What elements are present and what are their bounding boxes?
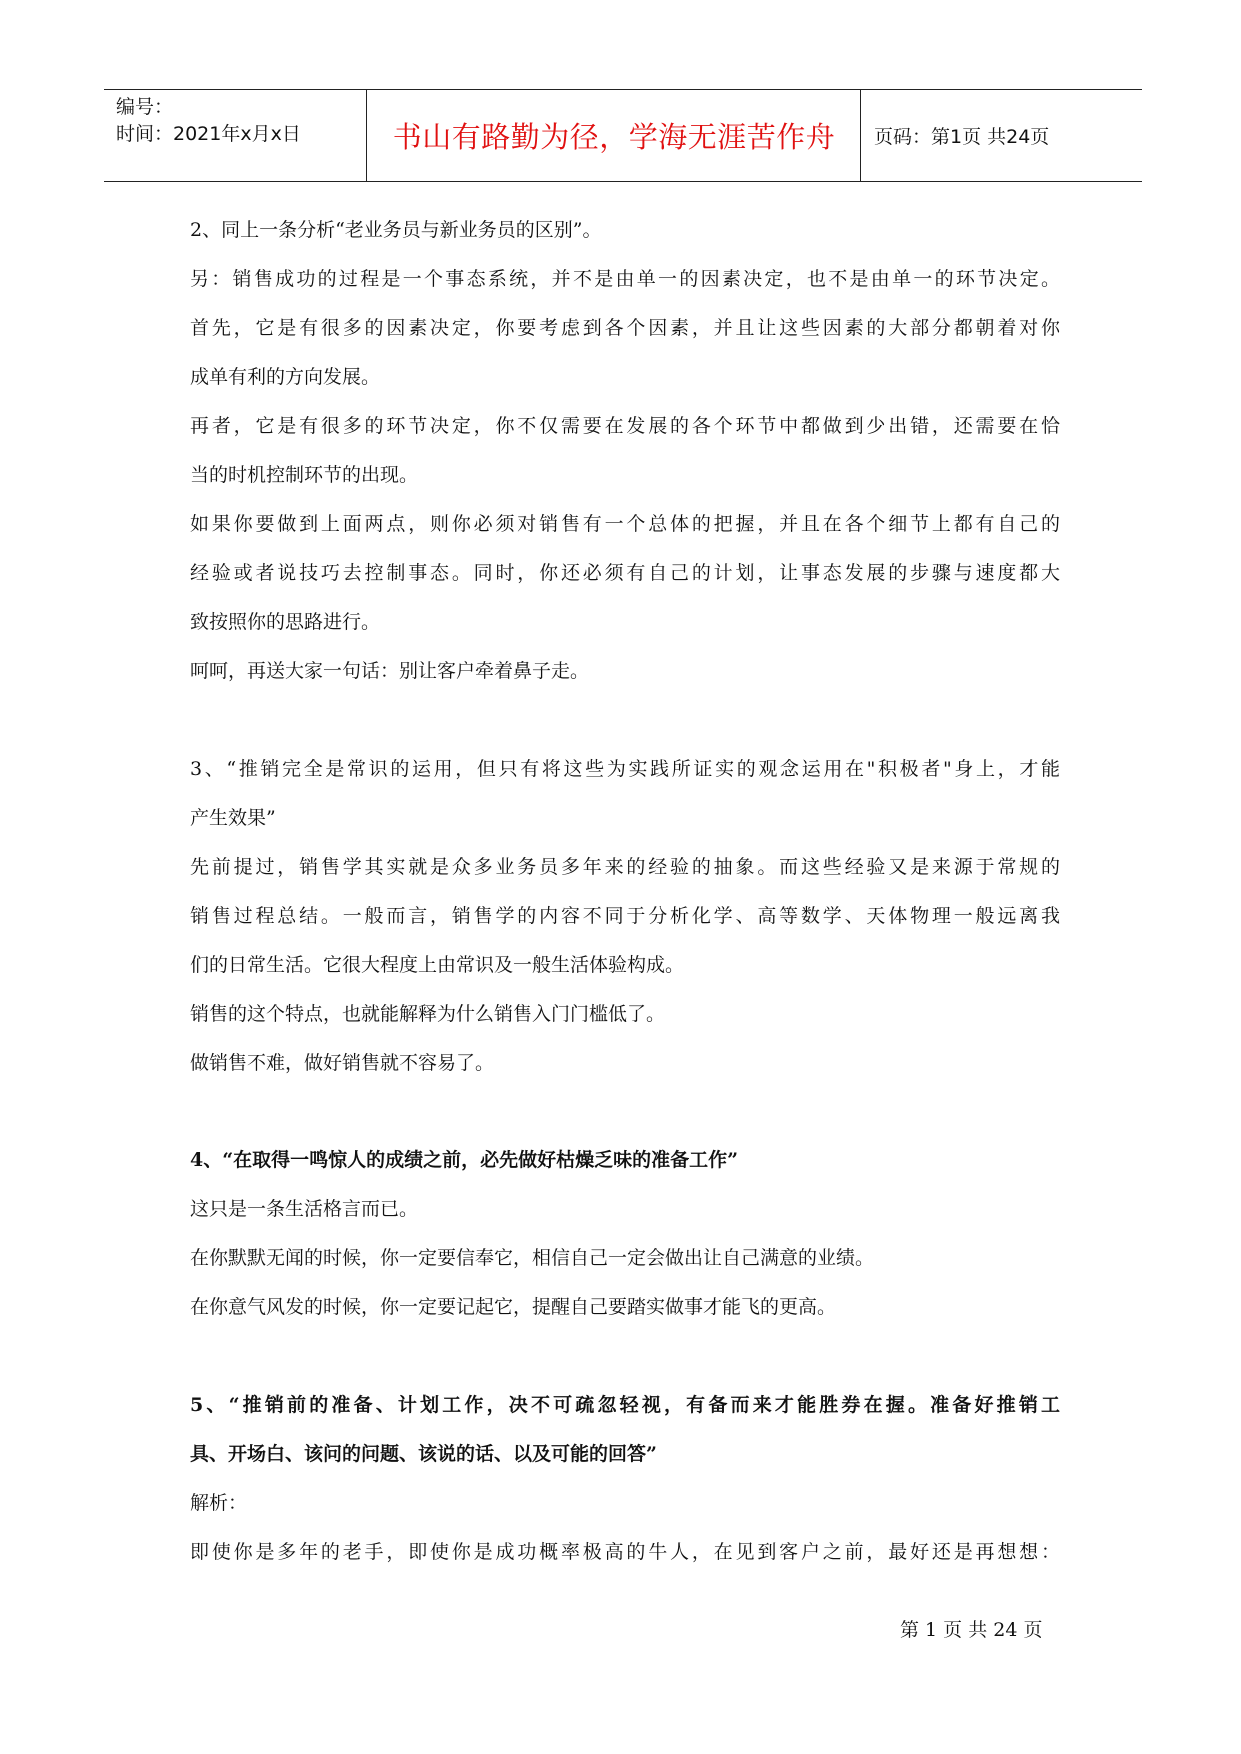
paragraph-line: 具、开场白、该问的问题、该说的话、以及可能的回答”: [190, 1443, 657, 1465]
header-meta: [116, 94, 301, 148]
paragraph-line: 即使你是多年的老手，即使你是成功概率极高的牛人，在见到客户之前，最好还是再想想：: [190, 1541, 1060, 1563]
paragraph-line: 这只是一条生活格言而已。: [190, 1198, 419, 1220]
paragraph-line: 再者，它是有很多的环节决定，你不仅需要在发展的各个环节中都做到少出错，还需要在恰: [190, 415, 1060, 437]
paragraph-line: 呵呵，再送大家一句话：别让客户牵着鼻子走。: [190, 660, 590, 682]
paragraph-line: 如果你要做到上面两点，则你必须对销售有一个总体的把握，并且在各个细节上都有自己的: [190, 513, 1060, 535]
page-header: [104, 89, 1142, 182]
paragraph-line: 产生效果”: [190, 807, 276, 829]
paragraph-line: 经验或者说技巧去控制事态。同时，你还必须有自己的计划，让事态发展的步骤与速度都大: [190, 562, 1060, 584]
document-number-label: 编号：: [116, 96, 174, 118]
page-footer: 第 1 页 共 24 页: [900, 1619, 1043, 1641]
document-time-label: 时间：2021年x月x日: [116, 123, 301, 145]
header-page-number: 页码：第1页 共24页: [874, 125, 1050, 148]
paragraph-line: 3、“推销完全是常识的运用，但只有将这些为实践所证实的观念运用在"积极者"身上，才能: [190, 758, 1060, 780]
paragraph-line: 当的时机控制环节的出现。: [190, 464, 419, 486]
header-divider: [366, 90, 367, 181]
paragraph-line: 销售的这个特点，也就能解释为什么销售入门门槛低了。: [190, 1003, 666, 1025]
paragraph-line: 致按照你的思路进行。: [190, 611, 381, 633]
paragraph-line: 4、“在取得一鸣惊人的成绩之前，必先做好枯燥乏味的准备工作”: [190, 1149, 739, 1171]
paragraph-line: 解析：: [190, 1492, 248, 1514]
header-motto: 书山有路勤为径，学海无涯苦作舟: [392, 119, 836, 154]
paragraph-line: 首先，它是有很多的因素决定，你要考虑到各个因素，并且让这些因素的大部分都朝着对你: [190, 317, 1060, 339]
paragraph-line: 另：销售成功的过程是一个事态系统，并不是由单一的因素决定，也不是由单一的环节决定。: [190, 268, 1060, 290]
paragraph-line: 5、“推销前的准备、计划工作，决不可疏忽轻视，有备而来才能胜券在握。准备好推销工: [190, 1394, 1060, 1416]
paragraph-line: 先前提过，销售学其实就是众多业务员多年来的经验的抽象。而这些经验又是来源于常规的: [190, 856, 1060, 878]
paragraph-line: 销售过程总结。一般而言，销售学的内容不同于分析化学、高等数学、天体物理一般远离我: [190, 905, 1060, 927]
paragraph-line: 成单有利的方向发展。: [190, 366, 381, 388]
paragraph-line: 2、同上一条分析“老业务员与新业务员的区别”。: [190, 219, 602, 241]
paragraph-line: 在你默默无闻的时候，你一定要信奉它，相信自己一定会做出让自己满意的业绩。: [190, 1247, 875, 1269]
paragraph-line: 做销售不难，做好销售就不容易了。: [190, 1052, 495, 1074]
header-divider: [860, 90, 861, 181]
paragraph-line: 在你意气风发的时候，你一定要记起它，提醒自己要踏实做事才能飞的更高。: [190, 1296, 837, 1318]
paragraph-line: 们的日常生活。它很大程度上由常识及一般生活体验构成。: [190, 954, 685, 976]
